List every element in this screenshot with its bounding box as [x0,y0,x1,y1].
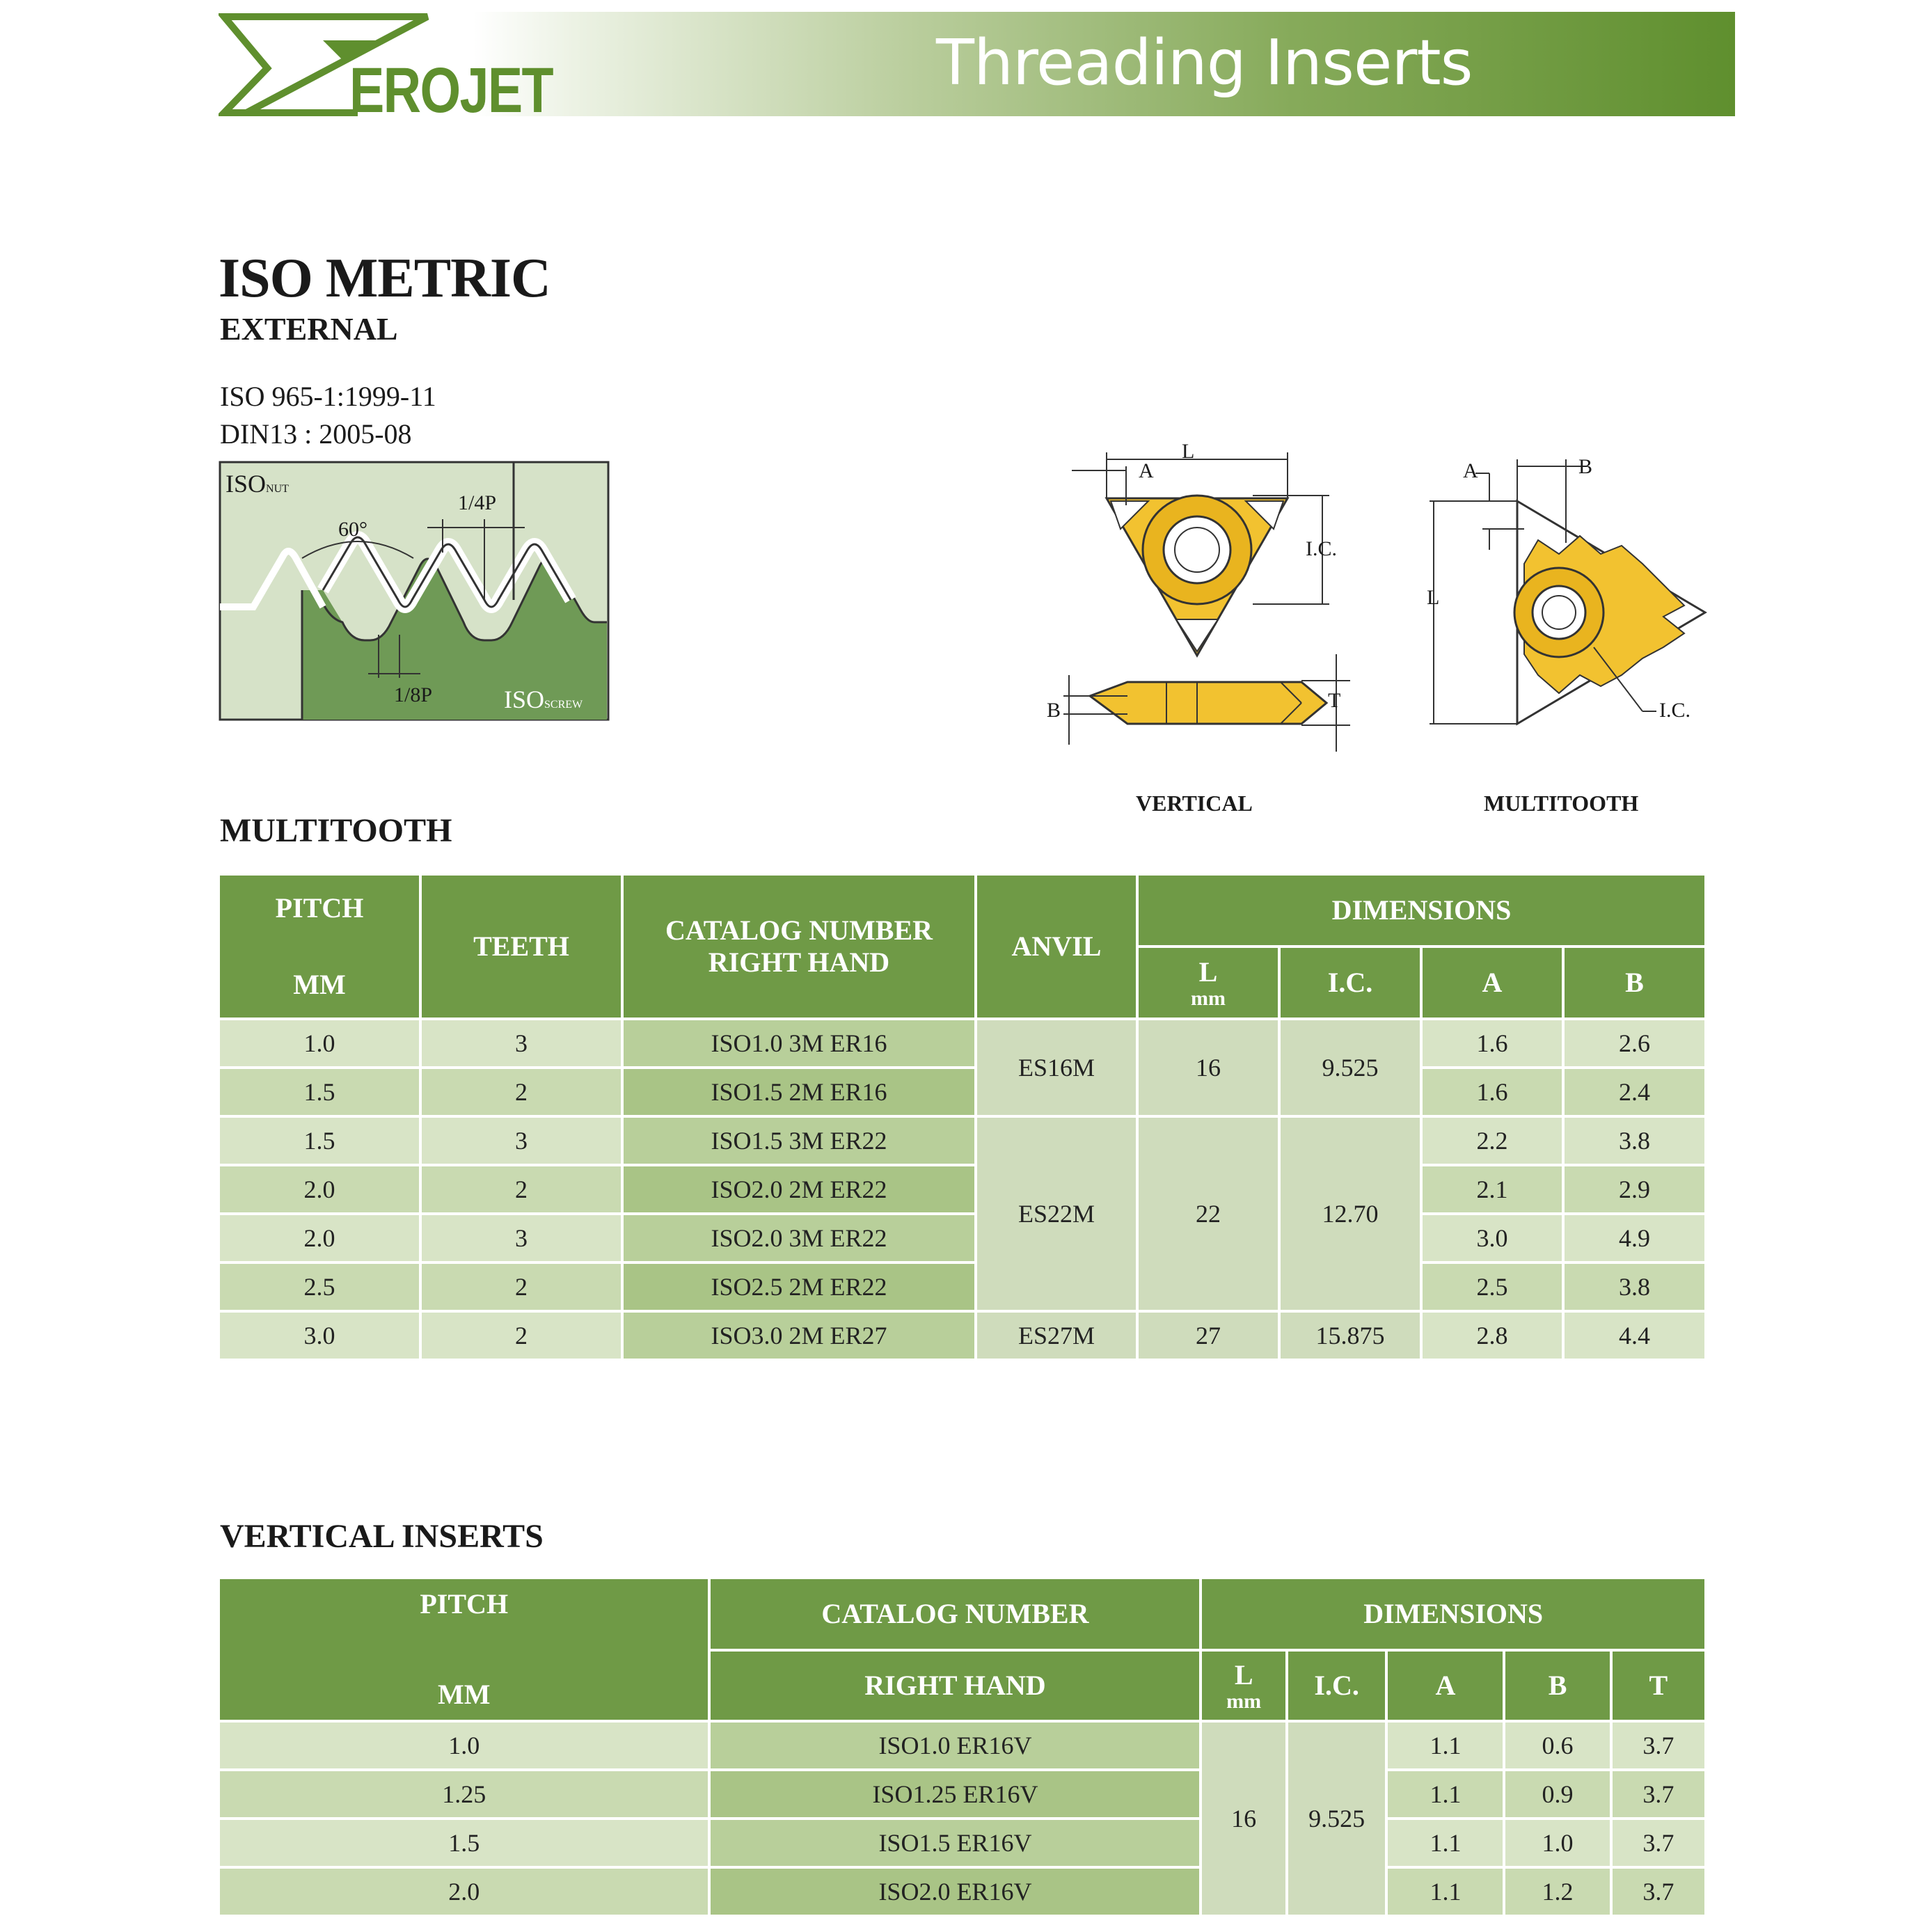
cell-teeth: 3 [422,1118,621,1164]
cell-catalog: ISO2.0 3M ER22 [624,1215,974,1261]
cell-t: 3.7 [1613,1869,1704,1915]
vertical-caption: VERTICAL [1136,791,1253,816]
dim-label-a: A [1463,459,1478,482]
col-header-pitch: PITCH MM [220,876,419,1018]
cell-a: 1.1 [1388,1771,1503,1817]
col-header-b: B [1505,1652,1609,1720]
cell-b: 3.8 [1565,1118,1704,1164]
cell-pitch: 1.5 [220,1820,708,1866]
table-row [220,1069,1704,1115]
col-header-anvil: ANVIL [977,876,1136,1018]
table-row [220,1215,1704,1261]
cell-b: 2.4 [1565,1069,1704,1115]
multitooth-caption: MULTITOOTH [1484,791,1639,816]
cell-a: 1.1 [1388,1723,1503,1768]
cell-l: 27 [1139,1313,1278,1359]
cell-b: 2.6 [1565,1020,1704,1066]
cell-catalog: ISO1.5 2M ER16 [624,1069,974,1115]
cell-pitch: 1.0 [220,1723,708,1768]
cell-ic: 12.70 [1281,1118,1420,1310]
dim-label-a: A [1139,459,1154,482]
page-header-title: Threading Inserts [936,26,1473,100]
cell-catalog: ISO3.0 2M ER27 [624,1313,974,1359]
col-header-a: A [1388,1652,1503,1720]
cell-a: 2.1 [1423,1166,1562,1212]
multitooth-table [217,873,1707,1361]
table-row [220,1118,1704,1164]
cell-a: 3.0 [1423,1215,1562,1261]
col-header-catalog: CATALOG NUMBER [711,1579,1199,1649]
cell-b: 3.8 [1565,1264,1704,1310]
dim-label-b: B [1578,455,1593,478]
dim-label-ic: I.C. [1306,537,1337,560]
section-subheading: EXTERNAL [220,311,398,347]
cell-l: 22 [1139,1118,1278,1310]
dim-label-b: B [1047,699,1061,722]
thread-angle-label: 60° [338,518,367,541]
cell-pitch: 1.25 [220,1771,708,1817]
cell-anvil: ES22M [977,1118,1136,1310]
cell-a: 2.2 [1423,1118,1562,1164]
col-header-ic: I.C. [1288,1652,1386,1720]
standard-line: DIN13 : 2005-08 [220,418,412,450]
cell-b: 0.6 [1505,1723,1609,1768]
cell-pitch: 2.0 [220,1215,419,1261]
section-heading: ISO METRIC [219,248,551,309]
iso-nut-label: ISONUT [225,470,289,498]
table-row [220,1723,1704,1768]
col-header-a: A [1423,948,1562,1018]
cell-b: 1.2 [1505,1869,1609,1915]
col-header-catalog: CATALOG NUMBER RIGHT HAND [624,876,974,1018]
table-row [220,1020,1704,1066]
col-header-b: B [1565,948,1704,1018]
cell-pitch: 1.0 [220,1020,419,1066]
brand-name: EROJET [349,55,553,126]
cell-t: 3.7 [1613,1771,1704,1817]
dim-label-l: L [1427,586,1440,609]
cell-teeth: 3 [422,1020,621,1066]
cell-catalog: ISO1.0 ER16V [711,1723,1199,1768]
cell-catalog: ISO2.0 2M ER22 [624,1166,974,1212]
cell-anvil: ES27M [977,1313,1136,1359]
cell-catalog: ISO1.5 ER16V [711,1820,1199,1866]
col-header-l: L mm [1202,1652,1285,1720]
cell-catalog: ISO1.0 3M ER16 [624,1020,974,1066]
cell-pitch: 1.5 [220,1118,419,1164]
cell-a: 1.6 [1423,1069,1562,1115]
col-header-ic: I.C. [1281,948,1420,1018]
table-row [220,1869,1704,1915]
table-row [220,1166,1704,1212]
cell-pitch: 3.0 [220,1313,419,1359]
cell-teeth: 2 [422,1264,621,1310]
cell-a: 1.1 [1388,1869,1503,1915]
col-header-right-hand: RIGHT HAND [711,1652,1199,1720]
dim-label-ic: I.C. [1659,699,1690,722]
eighth-pitch-label: 1/8P [394,683,433,706]
col-header-l: L mm [1139,948,1278,1018]
cell-pitch: 1.5 [220,1069,419,1115]
cell-b: 1.0 [1505,1820,1609,1866]
cell-ic: 9.525 [1281,1020,1420,1115]
dim-label-t: T [1328,689,1341,712]
cell-ic: 9.525 [1288,1723,1386,1915]
col-header-pitch: PITCH MM [220,1579,708,1720]
iso-screw-label: ISOSCREW [504,686,583,713]
cell-teeth: 2 [422,1069,621,1115]
quarter-pitch-label: 1/4P [458,491,497,514]
cell-b: 0.9 [1505,1771,1609,1817]
cell-ic: 15.875 [1281,1313,1420,1359]
col-header-dimensions: DIMENSIONS [1202,1579,1704,1649]
cell-catalog: ISO1.25 ER16V [711,1771,1199,1817]
cell-catalog: ISO2.0 ER16V [711,1869,1199,1915]
col-header-teeth: TEETH [422,876,621,1018]
multitooth-section-title: MULTITOOTH [220,812,452,849]
cell-pitch: 2.0 [220,1869,708,1915]
cell-teeth: 2 [422,1166,621,1212]
cell-teeth: 2 [422,1313,621,1359]
cell-b: 4.9 [1565,1215,1704,1261]
cell-a: 2.5 [1423,1264,1562,1310]
cell-a: 1.6 [1423,1020,1562,1066]
cell-t: 3.7 [1613,1820,1704,1866]
cell-t: 3.7 [1613,1723,1704,1768]
col-header-t: T [1613,1652,1704,1720]
cell-l: 16 [1139,1020,1278,1115]
standard-line: ISO 965-1:1999-11 [220,381,436,412]
table-row [220,1264,1704,1310]
cell-l: 16 [1202,1723,1285,1915]
vertical-inserts-table [217,1576,1707,1917]
cell-anvil: ES16M [977,1020,1136,1115]
cell-catalog: ISO1.5 3M ER22 [624,1118,974,1164]
cell-teeth: 3 [422,1215,621,1261]
cell-a: 1.1 [1388,1820,1503,1866]
cell-pitch: 2.5 [220,1264,419,1310]
dim-label-l: L [1182,440,1195,463]
cell-catalog: ISO2.5 2M ER22 [624,1264,974,1310]
cell-b: 4.4 [1565,1313,1704,1359]
table-row [220,1313,1704,1359]
col-header-dimensions: DIMENSIONS [1139,876,1704,945]
cell-b: 2.9 [1565,1166,1704,1212]
vertical-section-title: VERTICAL INSERTS [220,1518,544,1555]
cell-pitch: 2.0 [220,1166,419,1212]
table-row [220,1771,1704,1817]
table-row [220,1820,1704,1866]
cell-a: 2.8 [1423,1313,1562,1359]
